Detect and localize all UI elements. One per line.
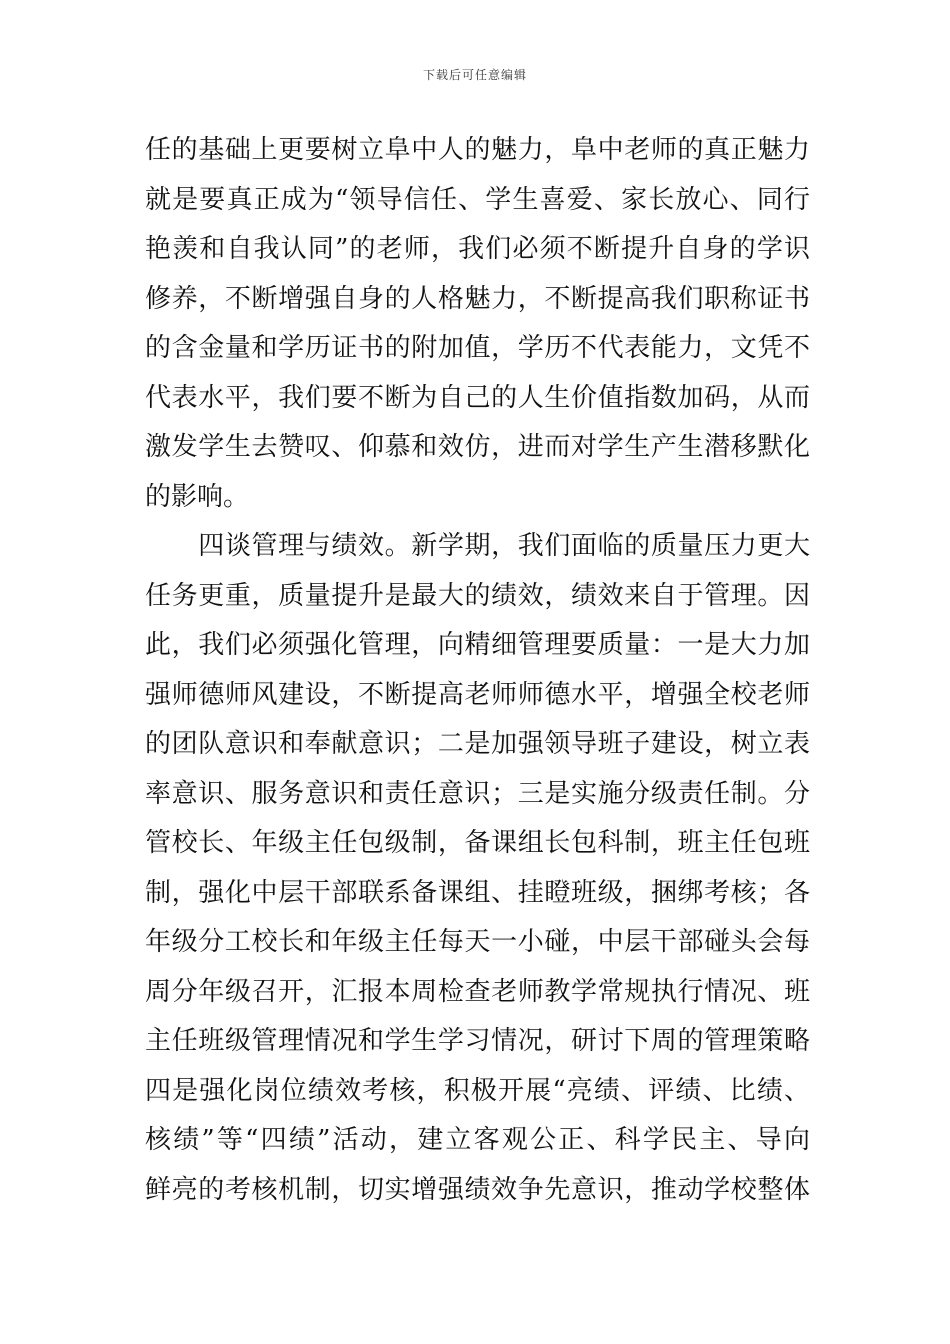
text-line: 鲜亮的考核机制，切实增强绩效争先意识，推动学校整体 — [145, 1174, 810, 1205]
text-line: 修养，不断增强自身的人格魅力，不断提高我们职称证书 — [145, 283, 810, 314]
text-line: 强师德师风建设，不断提高老师师德水平，增强全校老师 — [145, 679, 810, 710]
text-line: 主任班级管理情况和学生学习情况，研讨下周的管理策略 — [145, 1026, 810, 1056]
text-line: 率意识、服务意识和责任意识；三是实施分级责任制。分 — [145, 778, 810, 809]
text-line: 四是强化岗位绩效考核，积极开展“亮绩、评绩、比绩、 — [145, 1075, 810, 1106]
text-line: 艳羡和自我认同”的老师，我们必须不断提升自身的学识 — [145, 234, 810, 264]
text-line: 年级分工校长和年级主任每天一小碰，中层干部碰头会每 — [145, 927, 810, 957]
text-line: 核绩”等“四绩”活动，建立客观公正、科学民主、导向 — [145, 1125, 810, 1155]
text-line: 就是要真正成为“领导信任、学生喜爱、家长放心、同行 — [145, 184, 810, 215]
text-line: 制，强化中层干部联系备课组、挂瞪班级，捆绑考核；各 — [145, 877, 810, 908]
text-line: 任务更重，质量提升是最大的绩效，绩效来自于管理。因 — [145, 580, 810, 611]
document-body — [145, 126, 810, 1215]
text-line: 激发学生去赞叹、仰慕和效仿，进而对学生产生潜移默化 — [145, 432, 810, 462]
text-line: 任的基础上更要树立阜中人的魅力，阜中老师的真正魅力 — [145, 135, 810, 165]
text-line: 周分年级召开，汇报本周检查老师教学常规执行情况、班 — [145, 976, 810, 1007]
paragraph-start-line: 四谈管理与绩效。新学期，我们面临的质量压力更大 — [145, 531, 810, 561]
text-line: 的影响。 — [145, 481, 250, 512]
text-line: 代表水平，我们要不断为自己的人生价值指数加码，从而 — [145, 382, 810, 413]
text-line: 的含金量和学历证书的附加值，学历不代表能力，文凭不 — [145, 333, 810, 363]
text-line: 管校长、年级主任包级制，备课组长包科制，班主任包班 — [145, 828, 810, 858]
text-line: 此，我们必须强化管理，向精细管理要质量：一是大力加 — [145, 630, 810, 660]
text-line: 的团队意识和奉献意识；二是加强领导班子建设，树立表 — [145, 729, 810, 759]
page-header: 下载后可任意编辑 — [422, 68, 527, 82]
